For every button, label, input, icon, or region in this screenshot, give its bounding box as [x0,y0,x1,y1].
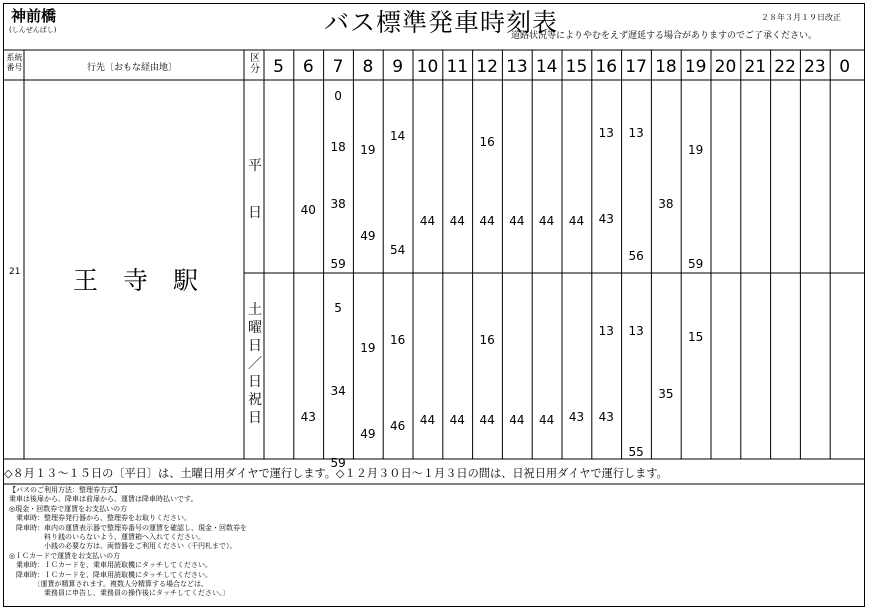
usage-note-line: 乗務員に申告し、乗務員の操作後にタッチしてください。〕 [9,589,230,598]
usage-note-line: ◎現金・回数券で運賃をお支払いの方 [9,504,128,513]
usage-note-line: 小銭の必要な方は、両替器をご利用ください（千円札まで）。 [9,542,237,551]
departure-minute: 15 [688,330,704,344]
stop-reading: (しんぜんばし) [9,26,57,34]
departure-minute: 43 [300,410,316,425]
destination-label: 行先〔おもな経由地〕 [87,63,178,73]
departure-minute: 49 [360,427,376,442]
departure-minute: 44 [419,214,436,229]
timetable-sheet [3,3,865,607]
departure-minute: 44 [419,413,436,428]
departure-minute: 44 [509,214,525,229]
hour-header: 0 [839,57,851,77]
usage-note-line: 降車時：車内の運賃表示器で整理券番号の運賃を確認し、現金・回数券を [9,523,247,532]
hour-header: 9 [392,57,404,77]
departure-minute: 38 [330,197,346,212]
hour-header: 7 [332,57,344,77]
departure-minute: 38 [658,197,674,212]
departure-minute: 44 [449,214,465,229]
hour-header: 12 [476,57,498,77]
usage-note-line: 【バスのご利用方法：整理券方式】 [9,486,121,494]
hour-header: 16 [595,57,618,77]
departure-minute: 44 [449,413,465,428]
hour-header: 21 [744,57,767,77]
departure-minute: 43 [598,211,614,226]
departure-minute: 13 [598,126,614,141]
departure-minute: 19 [360,143,376,158]
hour-header: 22 [774,57,796,77]
usage-note-line: ◎ＩＣカードで運賃をお支払いの方 [9,551,121,560]
departure-minute: 19 [688,143,704,158]
special-notice: ◇８月１３～１５日の〔平日〕は、土曜日用ダイヤで運行します。◇１２月３０日～１月３日の間は、日祝日用ダイヤで運行します。 [4,467,668,480]
hour-header: 11 [446,57,469,77]
departure-minute: 16 [390,332,406,347]
hour-header: 10 [416,57,439,77]
departure-minute: 16 [479,134,495,149]
usage-note-line: 乗車は後扉から、降車は前扉から、運賃は降車時払いです。 [9,495,198,504]
departure-minute: 35 [658,387,674,402]
departure-minute: 43 [598,410,614,425]
stop-name: 神前橋 [11,7,57,25]
departure-minute: 44 [509,413,525,428]
hour-header: 15 [565,57,588,77]
departure-minute: 18 [330,140,346,155]
route-number-label: 系統番号 [6,53,23,72]
hour-header: 17 [625,57,647,77]
day-type-weekend: 土曜日／日祝日 [248,302,262,426]
departure-minute: 55 [628,444,644,459]
destination-name: 王 寺 駅 [73,266,199,295]
departure-minute: 49 [360,228,376,243]
departure-minute: 13 [598,324,614,339]
departure-minute: 44 [479,413,495,428]
departure-minute: 19 [360,341,376,356]
hour-header: 6 [302,57,314,77]
hour-header: 13 [506,57,528,77]
hour-header: 18 [655,57,677,77]
departure-minute: 13 [628,324,644,339]
departure-minute: 44 [568,214,585,229]
route-number: 21 [9,267,21,277]
departure-minute: 44 [539,413,555,428]
usage-note-line: 〔運賃が精算されます。複数人分精算する場合などは、 [9,580,208,588]
usage-note-line: 降車時：ＩＣカードを、降車用読取機にタッチしてください。 [9,570,212,579]
day-type-label: 区分 [250,53,260,75]
departure-minute: 5 [334,301,342,316]
hour-header: 8 [362,57,374,77]
departure-minute: 59 [688,257,704,272]
usage-note-line: 乗車時：ＩＣカードを、乗車用読取機にタッチしてください。 [9,561,212,570]
departure-minute: 16 [479,332,495,347]
page-title: バス標準発車時刻表 [324,8,559,37]
departure-minute: 40 [300,203,316,217]
hour-header: 23 [804,57,826,77]
departure-minute: 46 [390,418,406,433]
departure-minute: 43 [568,410,585,425]
usage-note-line: 料り銭のいらないよう、運賃箱へ入れてください。 [9,533,205,541]
hour-header: 14 [535,57,558,77]
departure-minute: 44 [539,214,555,229]
departure-minute: 14 [390,128,406,143]
delay-notice: 道路状況等によりやむをえず遅延する場合がありますのでご了承ください。 [511,31,818,41]
departure-minute: 59 [330,456,346,471]
departure-minute: 34 [330,384,346,399]
hour-header: 19 [684,57,707,77]
departure-minute: 56 [628,248,644,263]
departure-minute: 59 [330,257,346,272]
usage-note-line: 乗車時：整理券発行器から、整理券をお取りください。 [9,514,191,523]
hour-header: 5 [273,57,284,77]
day-type-weekday: 平日 [248,158,262,221]
departure-minute: 0 [334,89,342,103]
hour-header: 20 [714,57,737,77]
departure-minute: 44 [479,214,495,229]
departure-minute: 13 [628,126,644,141]
revision-date: ２８年３月１９日改正 [761,13,841,22]
departure-minute: 54 [390,242,406,257]
